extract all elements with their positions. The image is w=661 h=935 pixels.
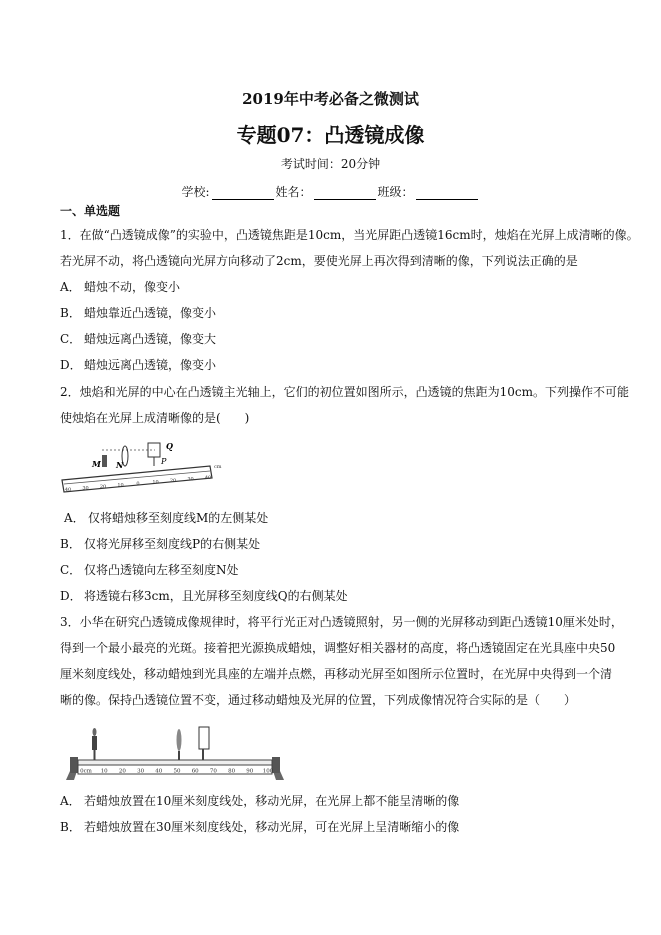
ruler-tick-label: 30: [137, 768, 145, 775]
ruler-tick-label: 40: [155, 768, 163, 775]
option-text: 仅将蜡烛移至刻度线M的左侧某处: [88, 511, 269, 525]
q2-text-line2: 使烛焰在光屏上成清晰像的是( ): [60, 411, 250, 425]
q2-optical-bench-figure: [60, 438, 225, 504]
ruler-tick-label: 40: [64, 487, 72, 493]
ruler-tick-label: 10: [100, 768, 108, 775]
q1-text-line1: 1．在做“凸透镜成像”的实验中，凸透镜焦距是10cm，当光屏距凸透镜16cm时，烛焰在光屏上成清晰的像。: [60, 228, 639, 242]
q2-option-c[interactable]: [60, 562, 239, 578]
q3-text-line3: 厘米刻度线处，移动蜡烛到光具座的左端并点燃，再移动光屏至如图所示位置时，在光屏中央得到一个清: [60, 667, 613, 681]
school-blank: [212, 187, 274, 200]
doc-title: 2019年中考必备之微测试: [242, 90, 419, 108]
ruler-tick-label: 20: [169, 478, 177, 484]
q1-option-b[interactable]: [60, 305, 216, 321]
class-label: 班级：: [377, 185, 414, 199]
q3-optical-bench-figure: [62, 722, 287, 786]
ruler-tick-label: 90: [246, 768, 254, 775]
section-heading: 一、单选题: [60, 204, 121, 218]
ruler-tick-label: 0: [136, 481, 140, 487]
option-text: 仅将光屏移至刻度线P的右侧某处: [84, 537, 261, 551]
q2-text-line1: 2．烛焰和光屏的中心在凸透镜主光轴上，它们的初位置如图所示，凸透镜的焦距为10cm。下列操作不可能: [60, 385, 630, 399]
option-text: 将透镜右移3cm，且光屏移至刻度线Q的右侧某处: [84, 589, 348, 603]
exam-time: 考试时间：20分钟: [280, 157, 381, 171]
q1-text-line2: 若光屏不动，将凸透镜向光屏方向移动了2cm，要使光屏上再次得到清晰的像，下列说法正确的是: [60, 254, 578, 268]
student-info-line: [0, 183, 661, 200]
option-key: B．: [60, 820, 81, 834]
q2-option-b[interactable]: [60, 536, 260, 552]
q1-option-a[interactable]: [60, 279, 180, 295]
ruler-tick-label: 30: [82, 485, 89, 492]
ruler-tick-label: 40: [204, 475, 212, 481]
option-key: B．: [60, 306, 81, 320]
q1-option-d[interactable]: [60, 357, 216, 373]
option-key: C．: [60, 332, 82, 346]
name-blank: [314, 187, 376, 200]
ruler-tick-label: 70: [209, 768, 217, 775]
option-key: A．: [64, 511, 85, 525]
ruler-tick-label: 20: [118, 768, 126, 775]
option-text: 若蜡烛放置在30厘米刻度线处，移动光屏，可在光屏上呈清晰缩小的像: [84, 820, 460, 834]
ruler-tick-label: 60: [191, 768, 199, 775]
ruler-tick-label: 30: [187, 476, 194, 483]
q3-option-a[interactable]: [60, 793, 459, 809]
option-key: C．: [60, 563, 82, 577]
option-text: 若蜡烛放置在10厘米刻度线处，移动光屏，在光屏上都不能呈清晰的像: [84, 794, 460, 808]
option-text: 蜡烛远离凸透镜，像变大: [84, 332, 217, 346]
name-label: 姓名：: [275, 185, 312, 199]
ruler-tick-label: 10: [117, 482, 124, 489]
ruler-tick-label: 10: [152, 479, 159, 486]
option-key: D．: [60, 358, 82, 372]
option-key: D．: [60, 589, 82, 603]
label-n: N: [116, 460, 124, 470]
ruler-tick-label: 80: [228, 768, 236, 775]
option-key: A．: [60, 280, 81, 294]
ruler-unit-label: cm: [214, 464, 222, 470]
q3-text-line4: 晰的像。保持凸透镜位置不变，通过移动蜡烛及光屏的位置，下列成像情况符合实际的是（ ）: [60, 693, 577, 707]
doc-subtitle: 专题07：凸透镜成像: [236, 123, 425, 147]
ruler-tick-label: 0cm: [80, 768, 92, 775]
option-text: 蜡烛靠近凸透镜，像变小: [84, 306, 217, 320]
option-text: 蜡烛不动，像变小: [84, 280, 181, 294]
q1-option-c[interactable]: [60, 331, 216, 347]
option-text: 蜡烛远离凸透镜，像变小: [84, 358, 217, 372]
ruler-tick-label: 20: [99, 484, 107, 490]
option-key: B．: [60, 537, 81, 551]
label-q: Q: [166, 441, 173, 451]
ruler-tick-label: 100: [262, 768, 274, 775]
class-blank: [416, 187, 478, 200]
label-m: M: [92, 459, 101, 469]
q3-text-line2: 得到一个最小最亮的光斑。接着把光源换成蜡烛，调整好相关器材的高度，将凸透镜固定在光具座中央50: [60, 641, 616, 655]
option-key: A．: [60, 794, 81, 808]
q3-option-b[interactable]: [60, 819, 459, 835]
q2-option-a[interactable]: [64, 510, 268, 526]
label-p: P: [161, 457, 167, 466]
q2-option-d[interactable]: [60, 588, 348, 604]
option-text: 仅将凸透镜向左移至刻度N处: [84, 563, 239, 577]
ruler-tick-label: 50: [173, 768, 181, 775]
q3-text-line1: 3．小华在研究凸透镜成像规律时，将平行光正对凸透镜照射，另一侧的光屏移动到距凸透镜10厘米处时，: [60, 615, 623, 629]
school-label: 学校:: [181, 185, 210, 199]
